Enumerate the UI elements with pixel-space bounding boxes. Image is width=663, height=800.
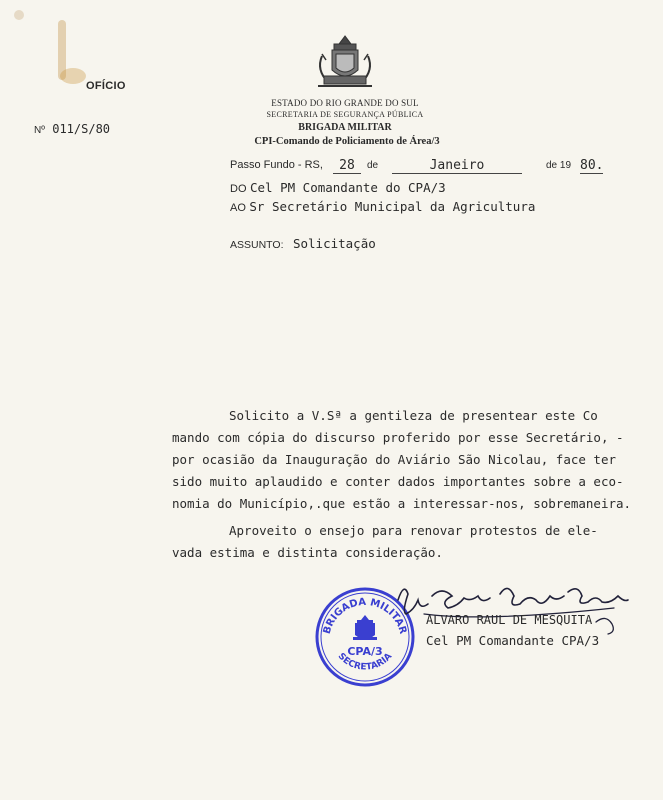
document-number	[34, 122, 110, 136]
body-line: sido muito aplaudido e conter dados importantes sobre a eco-	[172, 474, 624, 489]
body-line: nomia do Município,.que estão a interessar-nos, sobremaneira.	[172, 496, 632, 511]
body-line: Solicito a V.Sª a gentileza de presentear este Co	[229, 408, 598, 423]
subject-label: ASSUNTO:	[230, 239, 284, 251]
date-year: 80.	[580, 158, 604, 173]
date-prefix: Passo Fundo - RS,	[230, 159, 323, 171]
from-text: Cel PM Comandante do CPA/3	[249, 180, 446, 195]
subject-line	[230, 236, 376, 251]
date-de-2: de 19	[546, 160, 572, 171]
coat-of-arms	[312, 32, 378, 94]
closing-line: vada estima e distinta consideração.	[172, 545, 443, 560]
letterhead-brigade: BRIGADA MILITAR	[298, 122, 392, 133]
date-month: Janeiro	[392, 158, 522, 174]
date-day: 28	[333, 158, 361, 174]
stamp-center-text: CPA/3	[347, 645, 383, 658]
letterhead-secretary: SECRETARIA DE SEGURANÇA PÚBLICA	[266, 110, 424, 119]
letterhead-state: ESTADO DO RIO GRANDE DO SUL	[271, 98, 419, 108]
date-de-1: de	[367, 160, 379, 171]
closing-line: Aproveito o ensejo para renovar protestos de ele-	[229, 523, 598, 538]
stain	[14, 10, 24, 20]
body-line: mando com cópia do discurso proferido por esse Secretário, -	[172, 430, 624, 445]
to-line	[230, 199, 535, 214]
document-type-label: OFÍCIO	[86, 80, 126, 92]
number-label: Nº	[34, 125, 45, 136]
signatory-name: ALVARO RAUL DE MESQUITA	[426, 613, 593, 627]
stamp-bottom-text: SECRETARIA	[335, 651, 395, 673]
from-line	[230, 180, 446, 195]
to-text: Sr Secretário Municipal da Agricultura	[249, 199, 536, 214]
stain	[60, 68, 86, 84]
body-line: por ocasião da Inauguração do Aviário São Nicolau, face ter	[172, 452, 617, 467]
from-label: DO	[230, 183, 247, 195]
letterhead-command: CPI-Comando de Policiamento de Área/3	[254, 136, 440, 147]
stamp-top-text: BRIGADA MILITAR	[321, 596, 409, 636]
dateline	[230, 158, 610, 176]
number-value: 011/S/80	[52, 122, 111, 136]
subject-text: Solicitação	[292, 236, 376, 251]
signatory-title: Cel PM Comandante CPA/3	[426, 633, 600, 648]
handwritten-signature	[390, 578, 650, 638]
to-label: AO	[230, 202, 246, 214]
